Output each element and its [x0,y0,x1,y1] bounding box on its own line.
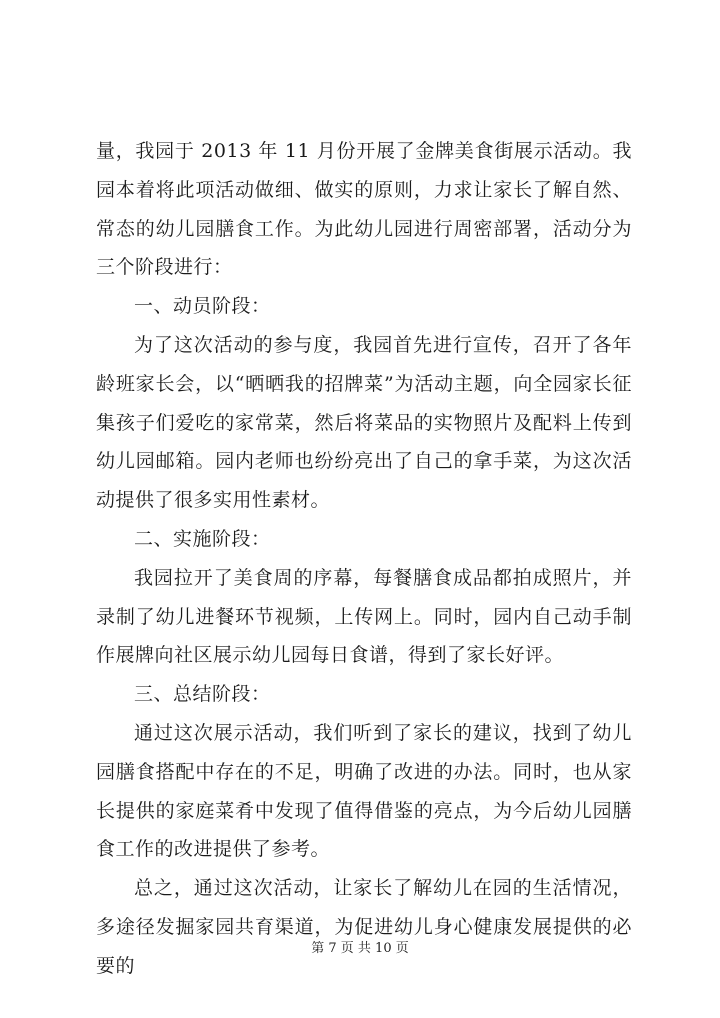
paragraph-conclusion: 总之，通过这次活动，让家长了解幼儿在园的生活情况，多途径发掘家园共育渠道，为促进幼儿身心健康发展提供的必要的 [96,877,632,977]
page-footer: 第 7 页 共 10 页 [311,941,409,956]
section-heading-mobilization: 一、动员阶段： [134,295,271,318]
paragraph-summary: 通过这次展示活动，我们听到了家长的建议，找到了幼儿园膳食搭配中存在的不足，明确了改进的办法。同时，也从家长提供的家庭菜肴中发现了值得借鉴的亮点，为今后幼儿园膳食工作的改进提供了参考。 [96,721,632,861]
paragraph-mobilization: 为了这次活动的参与度，我园首先进行宣传，召开了各年龄班家长会，以“晒晒我的招牌菜”为活动主题，向全园家长征集孩子们爱吃的家常菜，然后将菜品的实物照片及配料上传到幼儿园邮箱。园内老师也纷纷亮出了自己的拿手菜，为这次活动提供了很多实用性素材。 [96,333,632,512]
paragraph-implementation: 我园拉开了美食周的序幕，每餐膳食成品都拍成照片，并录制了幼儿进餐环节视频，上传网上。同时，园内自己动手制作展牌向社区展示幼儿园每日食谱，得到了家长好评。 [96,566,632,667]
section-heading-implementation: 二、实施阶段： [134,527,271,550]
paragraph-intro-continued: 量，我园于 2013 年 11 月份开展了金牌美食街展示活动。我园本着将此项活动做细、做实的原则，力求让家长了解自然、常态的幼儿园膳食工作。为此幼儿园进行周密部署，活动分为三个阶段进行： [96,140,632,279]
body-text [96,132,632,986]
section-heading-summary: 三、总结阶段： [134,683,271,706]
